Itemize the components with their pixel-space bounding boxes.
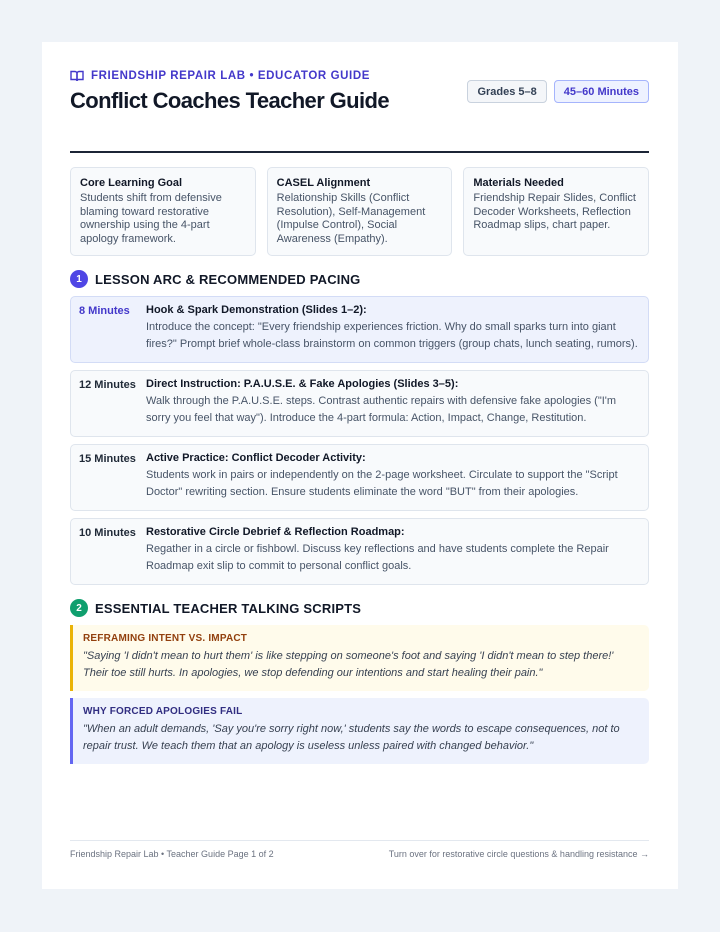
step-duration: 10 Minutes: [79, 527, 136, 539]
talking-script: [70, 625, 649, 691]
script-label: WHY FORCED APOLOGIES FAIL: [83, 706, 243, 717]
page-header: [70, 70, 649, 153]
section-title: LESSON ARC & RECOMMENDED PACING: [95, 271, 361, 287]
step-content: [146, 452, 639, 501]
step-content: [146, 304, 639, 353]
talking-script: [70, 698, 649, 764]
page-content: [70, 70, 649, 771]
step-description: Walk through the P.A.U.S.E. steps. Contrast authentic repairs with defensive fake apologies ("I'm sorry you feel that way"). Introduce the 4-part formula: Action, Impact, Change, Restitution.: [146, 395, 617, 424]
step-duration: 8 Minutes: [79, 305, 130, 317]
materials-card: [463, 167, 649, 256]
section-number-badge: 1: [70, 270, 88, 288]
script-label: REFRAMING INTENT VS. IMPACT: [83, 633, 248, 644]
step-description: Students work in pairs or independently on the 2-page worksheet. Circulate to support the "Script Doctor" rewriting section. Ensure students eliminate the word "BUT" from their apologies.: [146, 469, 618, 498]
book-open-icon: [70, 70, 84, 82]
pacing-step: [70, 296, 649, 363]
card-title: Core Learning Goal: [80, 177, 183, 189]
header-badges: [467, 80, 649, 103]
page-title: Conflict Coaches Teacher Guide: [70, 88, 390, 113]
step-content: [146, 378, 639, 427]
learning-goal-card: [70, 167, 256, 256]
script-quote: "Saying 'I didn't mean to hurt them' is like stepping on someone's foot and saying 'I didn't mean to step there!' Their toe still hurts. In apologies, we stop defending our intentions and start healing their pain.": [83, 650, 614, 679]
step-title: Active Practice: Conflict Decoder Activity:: [146, 452, 366, 464]
pacing-step: [70, 518, 649, 585]
card-body: Students shift from defensive blaming toward restorative ownership using the 4-part apology framework.: [80, 192, 222, 245]
duration-badge: 45–60 Minutes: [554, 80, 649, 103]
card-body: Relationship Skills (Conflict Resolution), Self-Management (Impulse Control), Social Awareness (Empathy).: [276, 192, 426, 245]
card-title: CASEL Alignment: [276, 177, 371, 189]
section-title: ESSENTIAL TEACHER TALKING SCRIPTS: [95, 600, 362, 616]
footer-page-info: Friendship Repair Lab • Teacher Guide Page 1 of 2: [70, 849, 274, 859]
section-number-badge: 2: [70, 599, 88, 617]
kicker-text: FRIENDSHIP REPAIR LAB • EDUCATOR GUIDE: [91, 70, 370, 82]
pacing-step: [70, 444, 649, 511]
step-description: Regather in a circle or fishbowl. Discuss key reflections and have students complete the Repair Roadmap exit slip to commit to personal conflict goals.: [146, 543, 609, 572]
step-title: Restorative Circle Debrief & Reflection Roadmap:: [146, 526, 405, 538]
step-duration: 12 Minutes: [79, 379, 136, 391]
card-title: Materials Needed: [473, 177, 564, 189]
scripts-heading: [70, 599, 649, 617]
step-title: Hook & Spark Demonstration (Slides 1–2):: [146, 304, 367, 316]
footer-turn-over-note: Turn over for restorative circle questions & handling resistance →: [388, 849, 649, 859]
lesson-arc-heading: [70, 270, 649, 288]
script-quote: "When an adult demands, 'Say you're sorry right now,' students say the words to escape consequences, not to repair trust. We teach them that an apology is useless unless paired with changed behavior.": [83, 723, 620, 752]
guide-page: [42, 42, 678, 889]
step-content: [146, 526, 639, 575]
card-body: Friendship Repair Slides, Conflict Decoder Worksheets, Reflection Roadmap slips, chart paper.: [473, 192, 636, 231]
casel-alignment-card: [267, 167, 453, 256]
page-footer: [70, 840, 649, 859]
pacing-step: [70, 370, 649, 437]
overview-cards: [70, 167, 649, 256]
step-description: Introduce the concept: "Every friendship experiences friction. Why do small sparks turn into giant fires?" Prompt brief whole-class brainstorm on common triggers (group chats, lunch seating, rumors).: [146, 321, 638, 350]
grade-badge: Grades 5–8: [467, 80, 546, 103]
step-title: Direct Instruction: P.A.U.S.E. & Fake Apologies (Slides 3–5):: [146, 378, 459, 390]
step-duration: 15 Minutes: [79, 453, 136, 465]
